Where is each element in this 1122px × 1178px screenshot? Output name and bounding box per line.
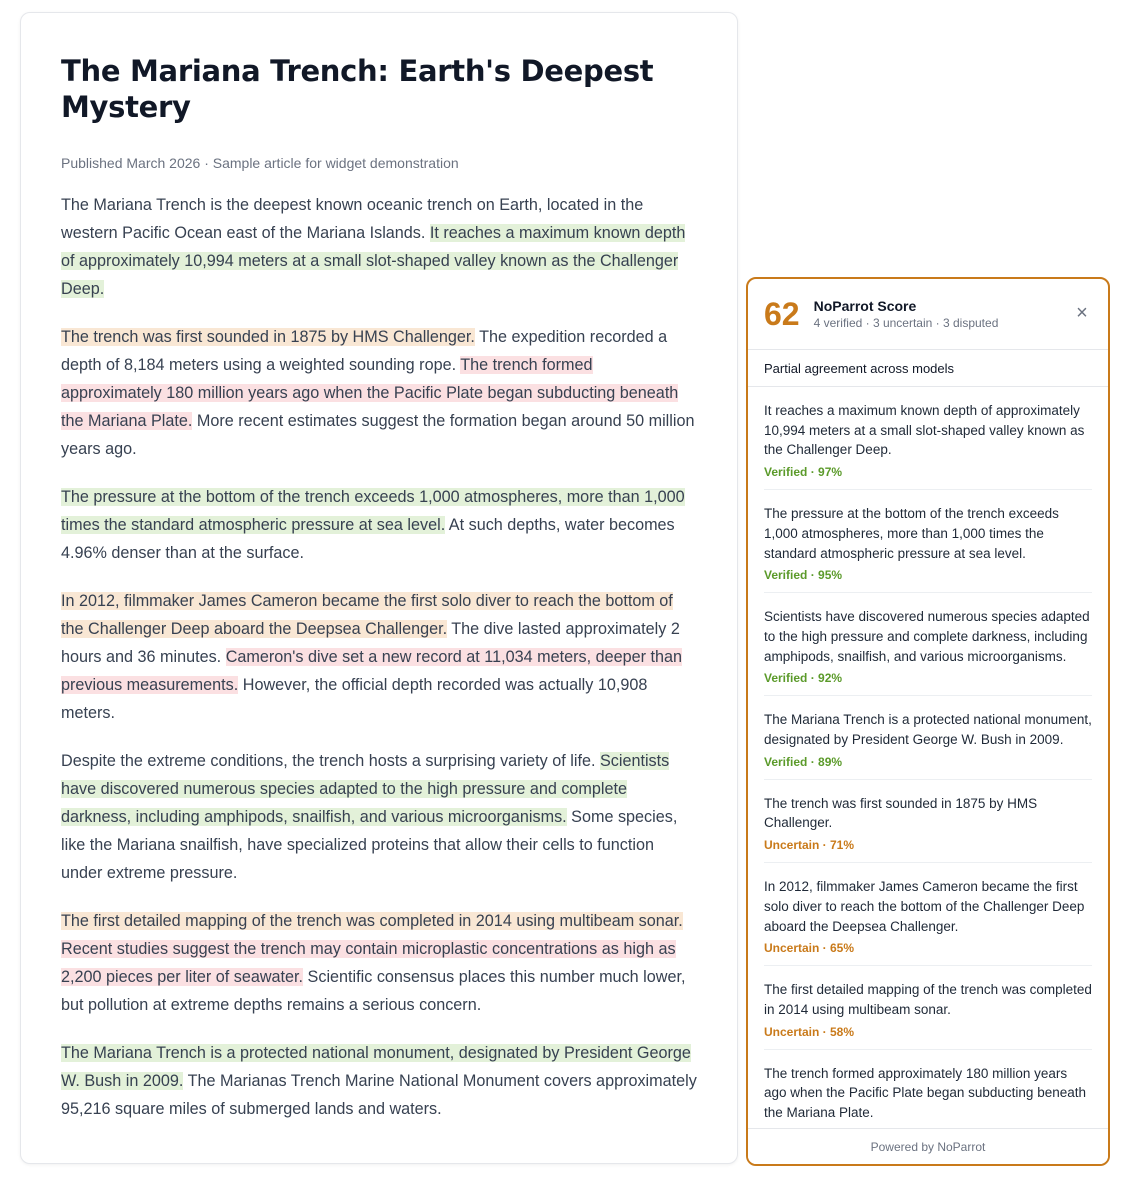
highlighted-claim[interactable]: Recent studies suggest the trench may contain microplastic concentrations as high as 2,200 pieces per liter of seawater. — [61, 940, 676, 986]
claim-item[interactable] — [764, 593, 1092, 696]
highlighted-claim[interactable]: The trench was first sounded in 1875 by HMS Challenger. — [61, 328, 475, 346]
highlighted-claim[interactable]: Cameron's dive set a new record at 11,034 meters, deeper than previous measurements. — [61, 648, 682, 694]
highlighted-claim[interactable]: It reaches a maximum known depth of approximately 10,994 meters at a small slot-shaped valley known as the Challenger Deep. — [61, 224, 686, 298]
highlighted-claim[interactable]: The first detailed mapping of the trench was completed in 2014 using multibeam sonar. — [61, 912, 683, 930]
widget-footer: Powered by NoParrot — [748, 1128, 1108, 1164]
paragraph-text: The Mariana Trench is the deepest known oceanic trench on Earth, located in the western Pacific Ocean east of the Mariana Islands. — [61, 196, 644, 242]
paragraph-text: More recent estimates suggest the formation began around 50 million years ago. — [61, 412, 695, 458]
claim-text: The pressure at the bottom of the trench exceeds 1,000 atmospheres, more than 1,000 times the standard atmospheric pressure at sea level. — [764, 506, 1059, 561]
claim-status: Verified · 95% — [764, 568, 843, 583]
claim-item[interactable] — [764, 966, 1092, 1049]
claim-status: Verified · 89% — [764, 754, 843, 769]
claim-item[interactable] — [764, 863, 1092, 966]
widget-title: NoParrot Score — [813, 298, 917, 314]
score-summary: 4 verified · 3 uncertain · 3 disputed — [813, 316, 999, 330]
claim-item[interactable] — [764, 780, 1092, 863]
paragraph-text: The expedition recorded a depth of 8,184 meters using a weighted sounding rope. — [61, 328, 668, 374]
claim-item[interactable] — [764, 490, 1092, 593]
claim-item[interactable] — [764, 387, 1092, 490]
highlighted-claim[interactable]: Scientists have discovered numerous species adapted to the high pressure and complete darkness, including amphipods, snailfish, and various microorganisms. — [61, 752, 670, 826]
score-text — [814, 298, 999, 330]
article-body — [61, 191, 697, 1123]
article-paragraph — [61, 1039, 697, 1123]
highlighted-claim[interactable]: The Mariana Trench is a protected national monument, designated by President George W. Bush in 2009. — [61, 1044, 691, 1090]
paragraph-text: Despite the extreme conditions, the trench hosts a surprising variety of life. — [61, 752, 600, 770]
article-paragraph — [61, 907, 697, 1019]
score-number: 62 — [764, 295, 800, 332]
claim-status: Verified · 92% — [764, 671, 843, 686]
article-paragraph — [61, 483, 697, 567]
paragraph-text: The Marianas Trench Marine National Monument covers approximately 95,216 square miles of submerged lands and waters. — [61, 1072, 697, 1118]
claims-list[interactable] — [748, 387, 1108, 1128]
noparrot-widget — [746, 277, 1110, 1166]
highlighted-claim[interactable]: In 2012, filmmaker James Cameron became the first solo diver to reach the bottom of the Challenger Deep aboard the Deepsea Challenger. — [61, 592, 673, 638]
claim-text: Scientists have discovered numerous species adapted to the high pressure and complete darkness, including amphipods, snailfish, and various microorganisms. — [764, 609, 1090, 664]
article-title: The Mariana Trench: Earth's Deepest Mystery — [61, 54, 654, 124]
paragraph-text: However, the official depth recorded was actually 10,908 meters. — [61, 676, 648, 722]
article-paragraph — [61, 191, 697, 303]
claim-text: The trench formed approximately 180 million years ago when the Pacific Plate began subducting beneath the Mariana Plate. — [764, 1065, 1086, 1121]
paragraph-text: At such depths, water becomes 4.96% denser than at the surface. — [61, 516, 675, 562]
article-paragraph — [61, 747, 697, 887]
claim-status: Uncertain · 71% — [764, 838, 855, 853]
article-paragraph — [61, 587, 697, 727]
highlighted-claim[interactable]: The trench formed approximately 180 million years ago when the Pacific Plate began subducting beneath the Mariana Plate. — [61, 356, 679, 430]
claim-status: Verified · 97% — [764, 465, 843, 480]
claim-status: Uncertain · 65% — [764, 941, 855, 956]
claim-status: Uncertain · 58% — [764, 1024, 855, 1039]
claim-text: The trench was first sounded in 1875 by HMS Challenger. — [764, 795, 1038, 831]
claim-text: It reaches a maximum known depth of approximately 10,994 meters at a small slot-shaped valley known as the Challenger Deep. — [764, 403, 1085, 458]
article-meta: Published March 2026 · Sample article for widget demonstration — [61, 155, 459, 171]
paragraph-text: Some species, like the Mariana snailfish, have specialized proteins that allow their cells to function under extreme pressure. — [61, 808, 678, 882]
claim-item[interactable] — [764, 696, 1092, 779]
claim-text: The first detailed mapping of the trench was completed in 2014 using multibeam sonar. — [764, 982, 1092, 1017]
paragraph-text: Scientific consensus places this number much lower, but pollution at extreme depths remains a serious concern. — [61, 968, 686, 1014]
claim-text: The Mariana Trench is a protected national monument, designated by President George W. Bush in 2009. — [764, 712, 1092, 748]
close-icon[interactable]: × — [1076, 302, 1088, 324]
paragraph-text: The dive lasted approximately 2 hours and 36 minutes. — [61, 620, 680, 666]
article-paragraph — [61, 323, 697, 463]
claim-item[interactable] — [764, 1050, 1092, 1128]
article-card — [20, 12, 738, 1164]
widget-header — [748, 279, 1108, 350]
agreement-label: Partial agreement across models — [748, 350, 1108, 387]
highlighted-claim[interactable]: The pressure at the bottom of the trench exceeds 1,000 atmospheres, more than 1,000 times the standard atmospheric pressure at sea level. — [61, 488, 685, 534]
claim-text: In 2012, filmmaker James Cameron became the first solo diver to reach the bottom of the Challenger Deep aboard the Deepsea Challenger. — [764, 879, 1085, 934]
